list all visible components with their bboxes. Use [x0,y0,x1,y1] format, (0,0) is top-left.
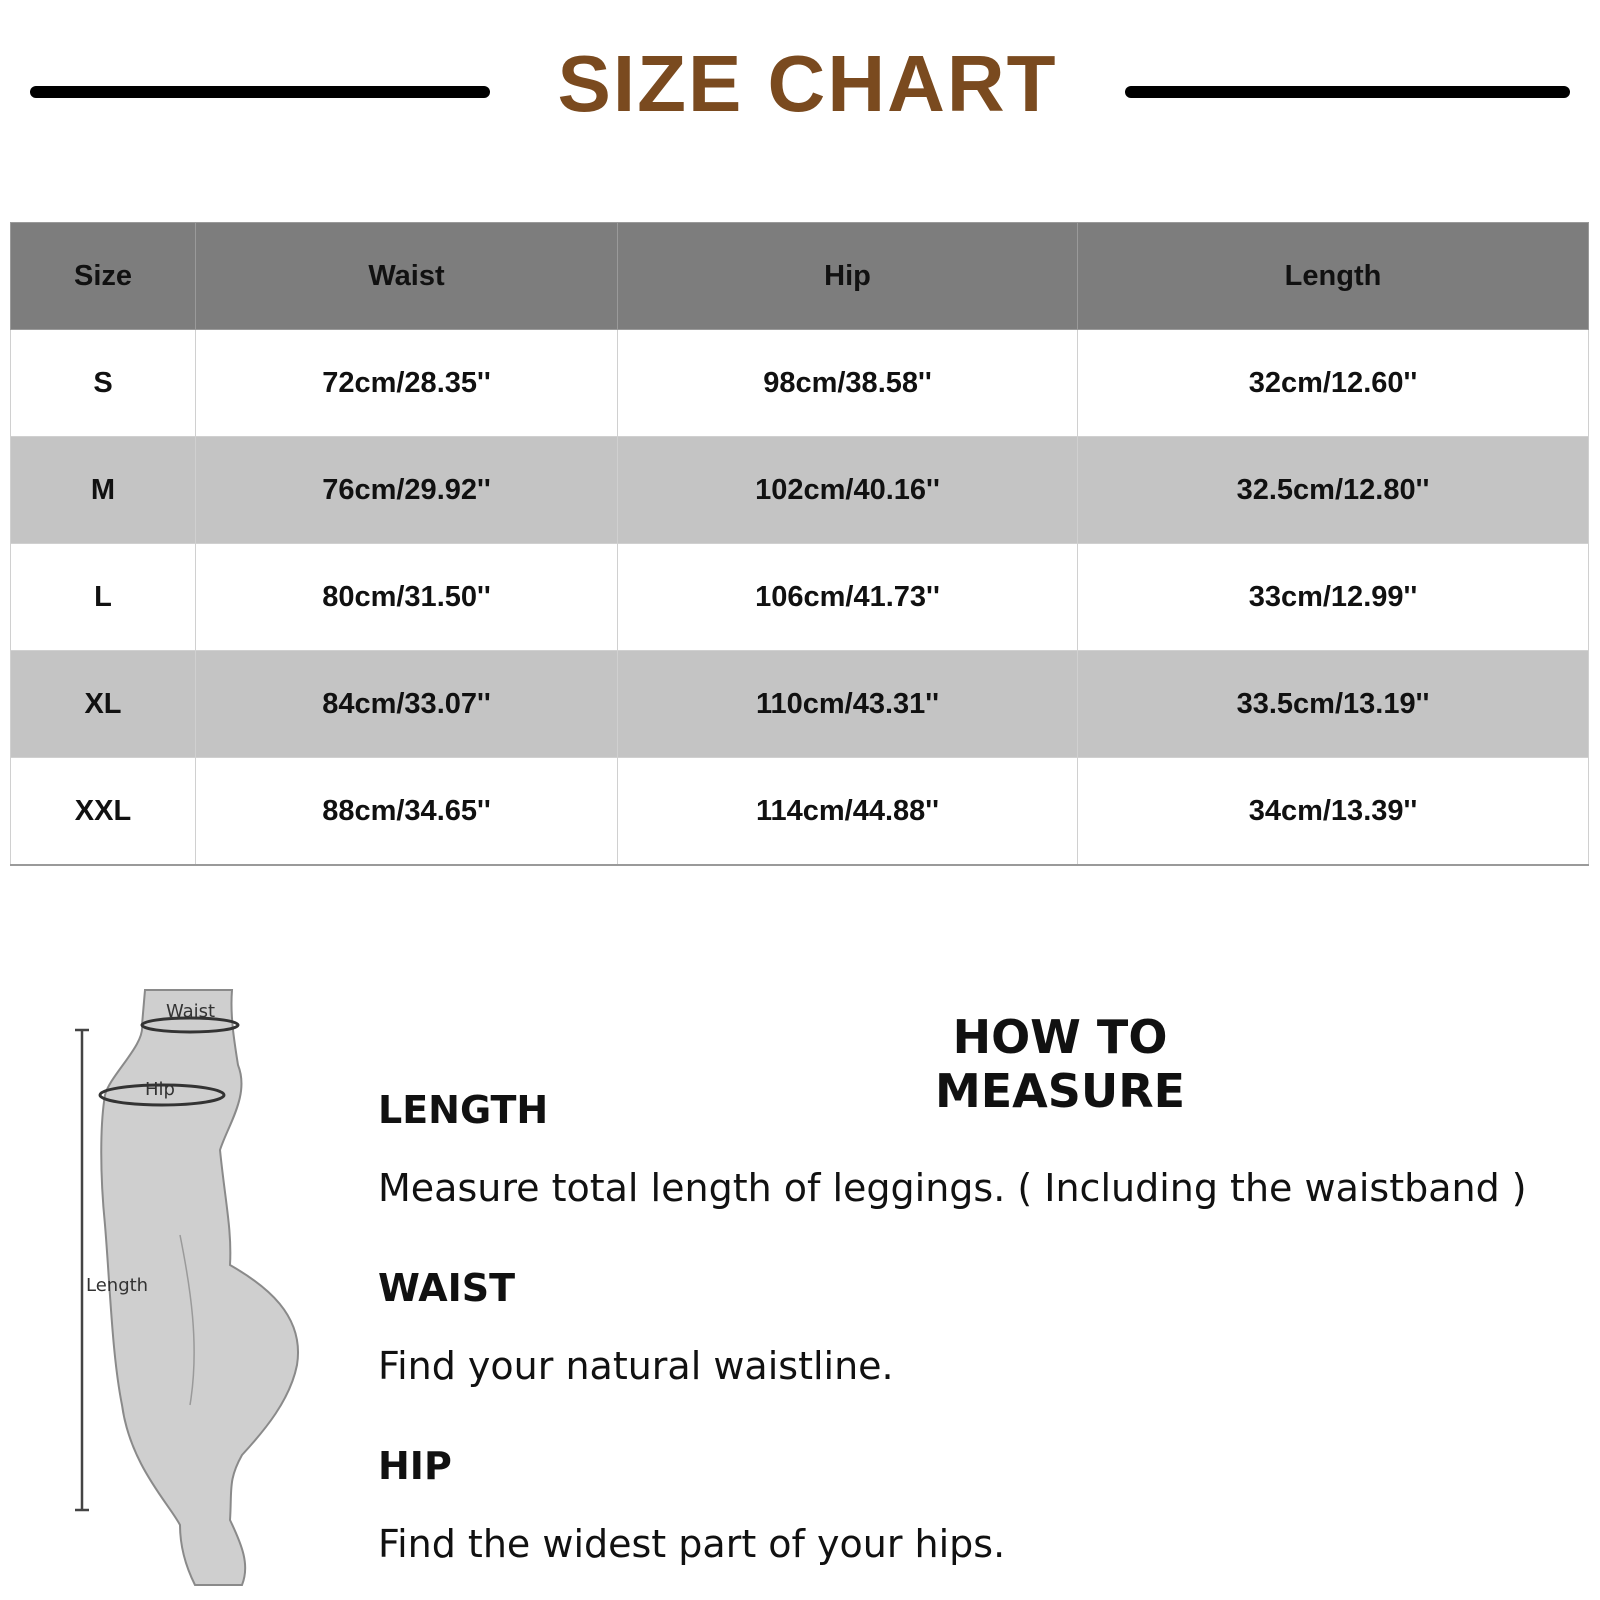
table-row [11,330,1589,437]
hip-cell: 106cm/41.73'' [618,544,1078,651]
length-cell: 34cm/13.39'' [1078,758,1589,866]
column-header-hip: Hip [618,223,1078,330]
waist-cell: 72cm/28.35'' [196,330,618,437]
waist-label: Waist [166,1001,216,1022]
hip-heading: HIP [378,1444,452,1488]
length-cell: 32cm/12.60'' [1078,330,1589,437]
hip-cell: 114cm/44.88'' [618,758,1078,866]
length-heading: LENGTH [378,1088,549,1132]
length-cell: 33cm/12.99'' [1078,544,1589,651]
hip-cell: 110cm/43.31'' [618,651,1078,758]
title-rule-right [1125,86,1570,98]
table-row [11,651,1589,758]
length-cell: 32.5cm/12.80'' [1078,437,1589,544]
size-chart-table [10,222,1589,866]
table-row [11,437,1589,544]
length-cell: 33.5cm/13.19'' [1078,651,1589,758]
size-cell: XL [11,651,196,758]
column-header-size: Size [11,223,196,330]
size-cell: XXL [11,758,196,866]
hip-instruction: Find the widest part of your hips. [378,1522,1006,1566]
hip-cell: 102cm/40.16'' [618,437,1078,544]
waist-heading: WAIST [378,1266,516,1310]
size-cell: L [11,544,196,651]
table-row [11,544,1589,651]
waist-instruction: Find your natural waistline. [378,1344,894,1388]
length-label: Length [86,1275,149,1296]
hip-cell: 98cm/38.58'' [618,330,1078,437]
waist-cell: 84cm/33.07'' [196,651,618,758]
column-header-length: Length [1078,223,1589,330]
waist-cell: 88cm/34.65'' [196,758,618,866]
length-instruction: Measure total length of leggings. ( Including the waistband ) [378,1166,1527,1210]
table-header-row [11,223,1589,330]
leggings-measure-figure [60,985,350,1600]
hip-label: Hip [145,1079,175,1100]
how-to-measure-title: HOW TO MEASURE [934,1010,1186,1118]
table-row [11,758,1589,866]
page-title: SIZE CHART [557,39,1058,128]
waist-cell: 76cm/29.92'' [196,437,618,544]
title-rule-left [30,86,490,98]
size-cell: M [11,437,196,544]
column-header-waist: Waist [196,223,618,330]
waist-cell: 80cm/31.50'' [196,544,618,651]
size-cell: S [11,330,196,437]
